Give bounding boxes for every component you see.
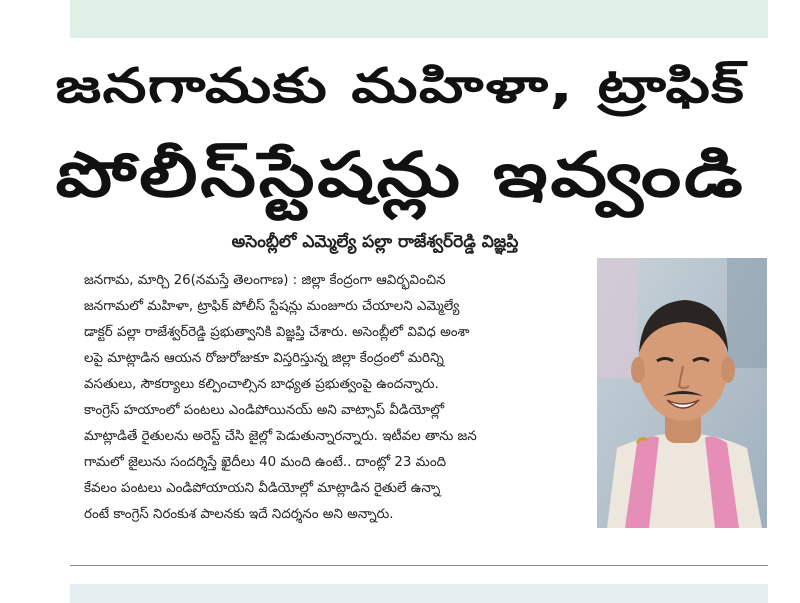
body-line: కాంగ్రెస్ హయాంలో పంటలు ఎండిపోయినయ్ అని వాట్సాప్ వీడియోల్లో bbox=[84, 403, 444, 418]
body-line: వసతులు, సౌకర్యాలు కల్పించాల్సిన బాధ్యత ప్రభుత్వంపై ఉందన్నారు. bbox=[84, 377, 439, 392]
portrait-illustration bbox=[597, 258, 767, 528]
divider-line bbox=[70, 565, 768, 566]
previous-article-strip bbox=[70, 0, 768, 38]
subheadline: అసెంబ్లీలో ఎమ్మెల్యే పల్లా రాజేశ్వర్‌రెడ్డి విజ్ఞప్తి bbox=[231, 232, 519, 252]
body-line: రంటే కాంగ్రెస్ నిరంకుశ పాలనకు ఇదే నిదర్శనం అని అన్నారు. bbox=[84, 507, 394, 522]
body-line: జనగామ, మార్చి 26(నమస్తే తెలంగాణ) : జిల్లా కేంద్రంగా ఆవిర్భవించిన bbox=[84, 273, 446, 288]
body-line: గామలో జైలును సందర్శిస్తే ఖైదీలు 40 మంది ఉంటే.. దాంట్లో 23 మంది bbox=[84, 455, 447, 470]
headline-line-1: జనగామకు మహిళా, ట్రాఫిక్ bbox=[55, 58, 745, 114]
body-line: కేవలం పంటలు ఎండిపోయాయని వీడియోల్లో మాట్లాడిన రైతులే ఉన్నా bbox=[84, 481, 441, 496]
body-line: లపై మాట్లాడిన ఆయన రోజురోజుకూ విస్తరిస్తున్న జిల్లా కేంద్రంలో మరిన్ని bbox=[84, 351, 444, 366]
headline-line-2: పోలీస్‌స్టేషన్లు ఇవ్వండి bbox=[55, 138, 745, 211]
body-line: డాక్టర్ పల్లా రాజేశ్వర్‌రెడ్డి ప్రభుత్వానికి విజ్ఞప్తి చేశారు. అసెంబ్లీలో వివిధ అంశా bbox=[84, 325, 470, 340]
body-line: మాట్లాడితే రైతులను అరెస్ట్ చేసి జైల్లో పెడుతున్నారన్నారు. ఇటీవల తాను జన bbox=[84, 429, 477, 444]
next-article-strip bbox=[70, 584, 768, 603]
body-line: జనగామలో మహిళా, ట్రాఫిక్ పోలీస్ స్టేషన్లు మంజూరు చేయాలని ఎమ్మెల్యే bbox=[84, 299, 460, 314]
portrait-photo bbox=[597, 258, 767, 528]
article-body bbox=[84, 268, 589, 528]
